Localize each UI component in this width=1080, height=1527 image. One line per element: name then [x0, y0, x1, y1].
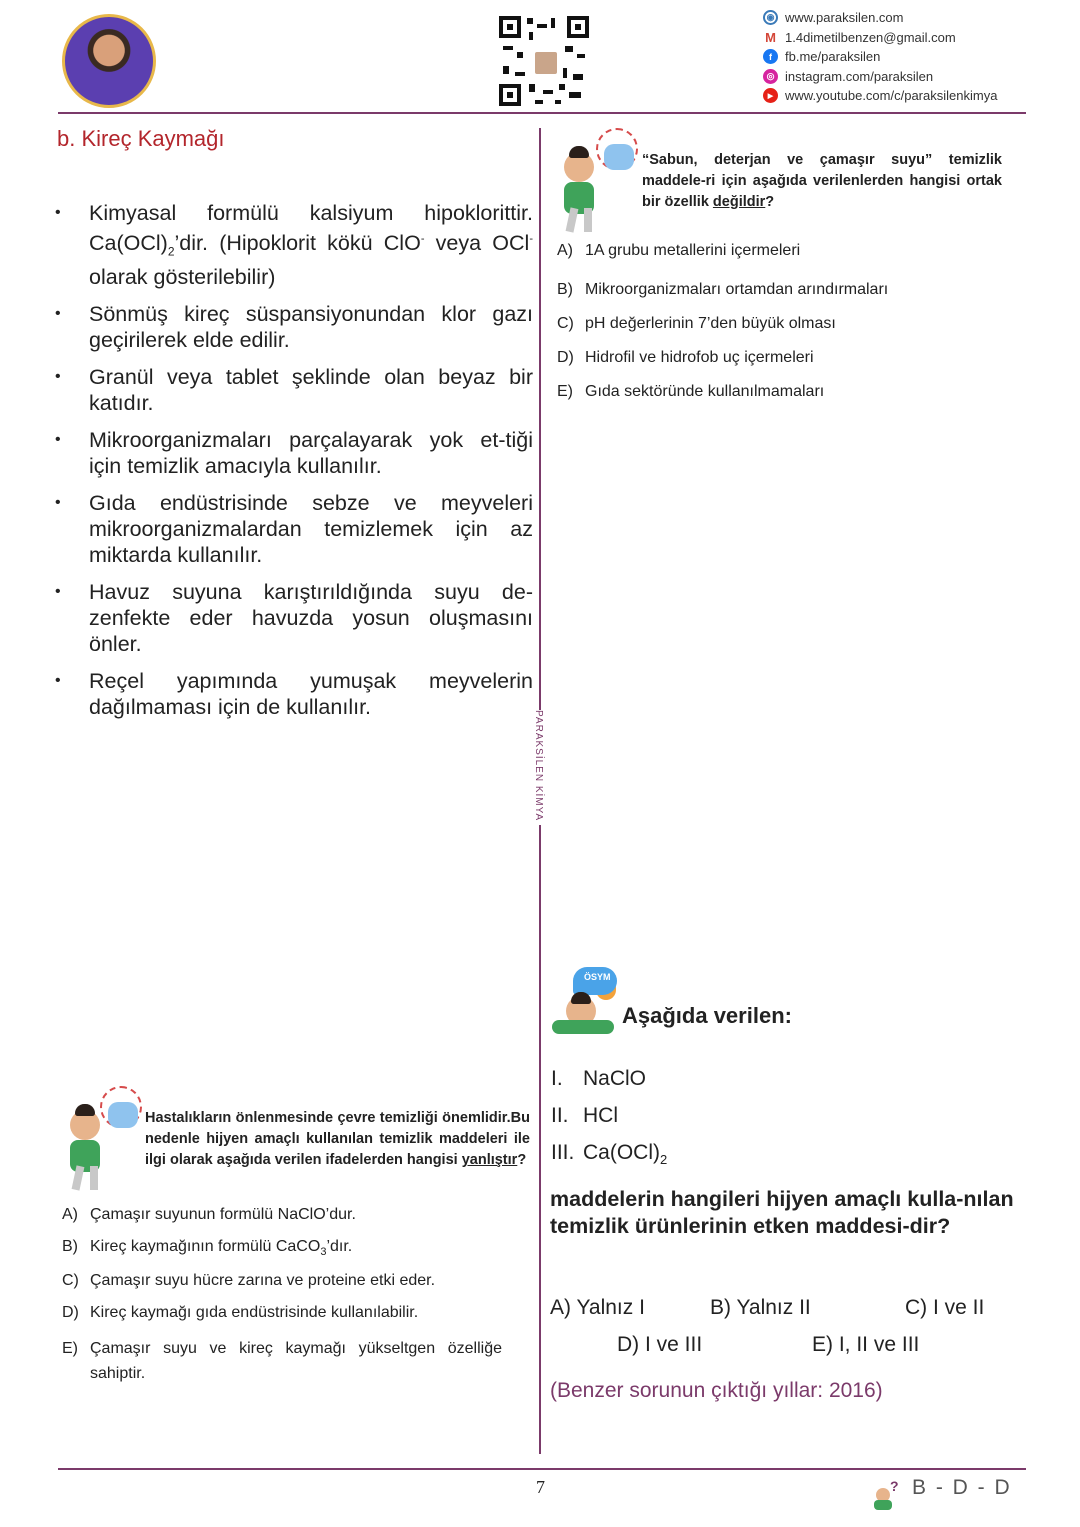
youtube-icon: ▶ — [763, 88, 778, 103]
similar-years-note: (Benzer sorunun çıktığı yıllar: 2016) — [550, 1379, 883, 1402]
instagram-icon: ◎ — [763, 69, 778, 84]
contact-facebook-text: fb.me/paraksilen — [785, 49, 881, 65]
question-right-options — [557, 242, 1017, 401]
bullet-item: • Gıda endüstrisinde sebze ve meyveleri mikroorganizmalardan temizlemek için az miktarda kullanılır. — [55, 490, 533, 568]
globe-icon: ◉ — [763, 10, 778, 25]
side-label — [531, 710, 549, 825]
qr-center-photo — [533, 50, 559, 76]
author-avatar — [62, 14, 156, 108]
option-d[interactable]: D) Kireç kaymağı gıda endüstrisinde kullanılabilir. — [62, 1304, 419, 1322]
option-d[interactable]: D) Hidrofil ve hidrofob uç içermeleri — [557, 349, 814, 366]
bullet-item: • Reçel yapımında yumuşak meyvelerin dağılmaması için de kullanılır. — [55, 668, 533, 720]
roman-item: III. $Ca(OCl)_2$ — [551, 1141, 668, 1168]
answer-d[interactable]: D) I ve III — [617, 1333, 703, 1356]
question-2-title: Aşağıda verilen: — [622, 1003, 792, 1028]
roman-list — [551, 1060, 667, 1178]
info-bullet-list — [55, 200, 533, 731]
header-divider — [58, 112, 1026, 114]
osym-badge: ÖSYM — [584, 972, 611, 982]
question-2-stem: maddelerin hangileri hijyen amaçlı kulla-nılan temizlik ürünlerinin etken maddesi-dir? — [550, 1187, 1014, 1238]
facebook-icon: f — [763, 49, 778, 64]
qr-finder-bottom-left — [499, 84, 521, 106]
side-label-text: PARAKSİLEN KİMYA — [533, 710, 544, 822]
option-e[interactable]: E) Çamaşır suyu ve kireç kaymağı yükseltgen özelliğe sahiptir. — [62, 1340, 502, 1383]
option-c[interactable]: C) Çamaşır suyu hücre zarına ve proteine etki eder. — [62, 1272, 436, 1290]
bullet-item: • Mikroorganizmaları parçalayarak yok et-tiği için temizlik amacıyla kullanılır. — [55, 427, 533, 479]
mascot-illustration — [64, 1086, 144, 1190]
roman-item: I. NaClO — [551, 1067, 647, 1090]
contact-email[interactable] — [763, 28, 1063, 48]
option-b[interactable]: B) Kireç kaymağının formülü CaCO$_3$’dır. — [62, 1238, 353, 1259]
question-right-stem: “Sabun, deterjan ve çamaşır suyu” temizlik maddele-ri için aşağıda verilenlerden hangisi ortak bir özellik değildir? — [642, 152, 1002, 210]
contact-instagram-text: instagram.com/paraksilen — [785, 68, 934, 84]
option-a[interactable]: A) 1A grubu metallerini içermeleri — [557, 242, 801, 259]
answer-c[interactable]: C) I ve II — [905, 1296, 985, 1319]
bullet-item: • Kimyasal formülü kalsiyum hipoklorittir. $Ca(OCl)_2’dir$. (Hipoklorit kökü ClO- veya OCl- olarak gösterilebilir) — [55, 200, 533, 290]
page-number: 7 — [536, 1477, 545, 1497]
option-b[interactable]: B) Mikroorganizmaları ortamdan arındırmaları — [557, 281, 889, 298]
mascot-illustration — [558, 128, 640, 232]
answer-a[interactable]: A) Yalnız I — [550, 1296, 645, 1319]
contact-facebook[interactable] — [763, 47, 1063, 67]
section-title: b. Kireç Kaymağı — [57, 126, 225, 151]
mascot-key-icon: ? — [872, 1478, 906, 1510]
contact-list — [763, 8, 1063, 106]
contact-youtube[interactable] — [763, 86, 1063, 106]
bullet-item: • Sönmüş kireç süspansiyonundan klor gazı geçirilerek elde edilir. — [55, 301, 533, 353]
answer-key: B - D - D — [912, 1476, 1012, 1499]
bullet-item: • Granül veya tablet şeklinde olan beyaz bir katıdır. — [55, 364, 533, 416]
gmail-icon: M — [763, 30, 778, 45]
contact-website-text: www.paraksilen.com — [785, 10, 904, 26]
bullet-item: • Havuz suyuna karıştırıldığında suyu de-zenfekte eder havuzda yosun oluşmasını önler. — [55, 579, 533, 657]
qr-code[interactable] — [499, 16, 589, 106]
question-left-options — [62, 1206, 502, 1386]
contact-website[interactable] — [763, 8, 1063, 28]
option-a[interactable]: A) Çamaşır suyunun formülü NaClO’dur. — [62, 1206, 356, 1223]
footer-divider — [58, 1468, 1026, 1470]
contact-email-text: 1.4dimetilbenzen@gmail.com — [785, 29, 956, 45]
qr-finder-top-left — [499, 16, 521, 38]
answer-b[interactable]: B) Yalnız II — [710, 1296, 811, 1319]
mascot-illustration — [550, 992, 620, 1042]
answer-e[interactable]: E) I, II ve III — [812, 1333, 920, 1356]
qr-finder-top-right — [567, 16, 589, 38]
question-left-stem: Hastalıkların önlenmesinde çevre temizliği önemlidir.Bu nedenle hijyen amaçlı kullanılan temizlik maddeleri ile ilgi olarak aşağıda verilen ifadelerden hangisi yanlıştır? — [145, 1110, 530, 1168]
roman-item: II. HCl — [551, 1104, 618, 1127]
contact-youtube-text: www.youtube.com/c/paraksilenkimya — [785, 88, 998, 104]
option-c[interactable]: C) pH değerlerinin 7’den büyük olması — [557, 315, 836, 332]
option-e[interactable]: E) Gıda sektöründe kullanılmamaları — [557, 383, 825, 400]
contact-instagram[interactable] — [763, 67, 1063, 87]
